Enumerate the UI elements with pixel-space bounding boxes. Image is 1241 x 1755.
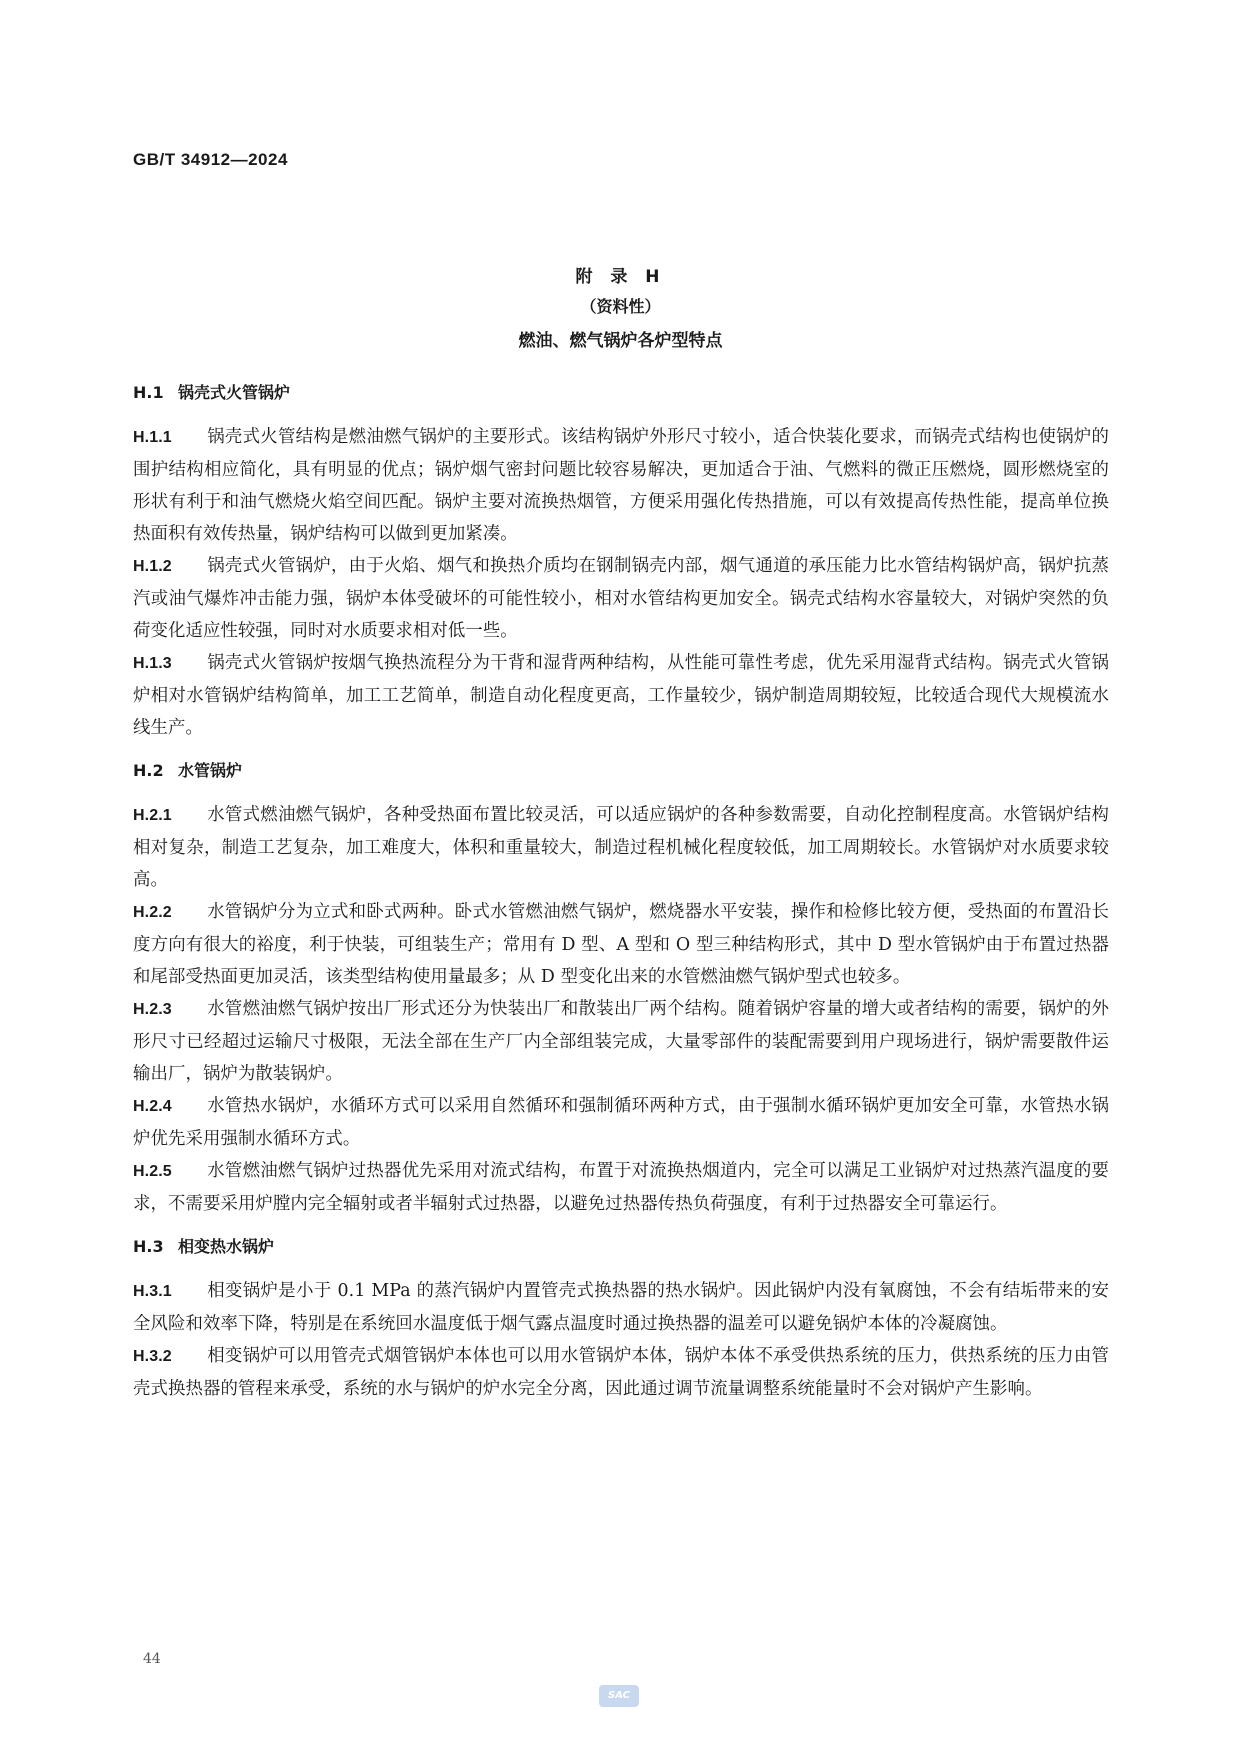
clause-number: H.2.1 bbox=[133, 807, 172, 824]
section-number: H.3 bbox=[133, 1237, 164, 1256]
clause-text: 水管式燃油燃气锅炉，各种受热面布置比较灵活，可以适应锅炉的各种参数需要，自动化控制程度高。水管锅炉结构相对复杂，制造工艺复杂，加工难度大，体积和重量较大，制造过程机械化程度较低，加工周期较长。水管锅炉对水质要求较高。 bbox=[133, 805, 1109, 890]
section-title: 相变热水锅炉 bbox=[178, 1237, 275, 1256]
section-number: H.1 bbox=[133, 383, 164, 402]
clause-number: H.1.1 bbox=[133, 429, 172, 446]
section-heading bbox=[133, 1236, 1109, 1258]
clause bbox=[133, 421, 1109, 550]
document-body bbox=[133, 382, 1109, 1405]
clause-number: H.1.2 bbox=[133, 558, 172, 575]
section-heading bbox=[133, 760, 1109, 782]
clause-text: 锅壳式火管结构是燃油燃气锅炉的主要形式。该结构锅炉外形尺寸较小，适合快装化要求，而锅壳式结构也使锅炉的围护结构相应简化，具有明显的优点；锅炉烟气密封问题比较容易解决，更加适合于油、气燃料的微正压燃烧，圆形燃烧室的形状有利于和油气燃烧火焰空间匹配。锅炉主要对流换热烟管，方便采用强化传热措施，可以有效提高传热性能，提高单位换热面积有效传热量，锅炉结构可以做到更加紧凑。 bbox=[133, 427, 1109, 544]
clause bbox=[133, 550, 1109, 647]
clause-number: H.2.3 bbox=[133, 1001, 172, 1018]
clause-text: 相变锅炉可以用管壳式烟管锅炉本体也可以用水管锅炉本体，锅炉本体不承受供热系统的压力，供热系统的压力由管壳式换热器的管程来承受，系统的水与锅炉的炉水完全分离，因此通过调节流量调整系统能量时不会对锅炉产生影响。 bbox=[133, 1346, 1109, 1399]
appendix-type: （资料性） bbox=[580, 297, 661, 316]
clause-number: H.2.5 bbox=[133, 1163, 172, 1180]
clause-text: 水管燃油燃气锅炉按出厂形式还分为快装出厂和散装出厂两个结构。随着锅炉容量的增大或者结构的需要，锅炉的外形尺寸已经超过运输尺寸极限，无法全部在生产厂内全部组装完成，大量零部件的装配需要到用户现场进行，锅炉需要散件运输出厂，锅炉为散装锅炉。 bbox=[133, 999, 1109, 1084]
clause bbox=[133, 1090, 1109, 1155]
clause-text: 相变锅炉是小于 0.1 MPa 的蒸汽锅炉内置管壳式换热器的热水锅炉。因此锅炉内没有氧腐蚀，不会有结垢带来的安全风险和效率下降，特别是在系统回水温度低于烟气露点温度时通过换热器的温差可以避免锅炉本体的冷凝腐蚀。 bbox=[133, 1281, 1109, 1334]
clause-text: 锅壳式火管锅炉按烟气换热流程分为干背和湿背两种结构，从性能可靠性考虑，优先采用湿背式结构。锅壳式火管锅炉相对水管锅炉结构简单，加工工艺简单，制造自动化程度更高，工作量较少，锅炉制造周期较短，比较适合现代大规模流水线生产。 bbox=[133, 653, 1109, 738]
page-number: 44 bbox=[143, 1651, 161, 1667]
clause-text: 水管燃油燃气锅炉过热器优先采用对流式结构，布置于对流换热烟道内，完全可以满足工业锅炉对过热蒸汽温度的要求，不需要采用炉膛内完全辐射或者半辐射式过热器，以避免过热器传热负荷强度，有利于过热器安全可靠运行。 bbox=[133, 1161, 1109, 1214]
clause-number: H.2.2 bbox=[133, 904, 172, 921]
clause-number: H.2.4 bbox=[133, 1098, 172, 1115]
clause bbox=[133, 1340, 1109, 1405]
clause bbox=[133, 647, 1109, 744]
document-code: GB/T 34912—2024 bbox=[133, 150, 288, 169]
clause-text: 锅壳式火管锅炉，由于火焰、烟气和换热介质均在钢制锅壳内部，烟气通道的承压能力比水管结构锅炉高，锅炉抗蒸汽或油气爆炸冲击能力强，锅炉本体受破坏的可能性较小，相对水管结构更加安全。锅壳式结构水容量较大，对锅炉突然的负荷变化适应性较强，同时对水质要求相对低一些。 bbox=[133, 556, 1109, 641]
watermark-logo: SAC bbox=[599, 1685, 639, 1707]
clause bbox=[133, 799, 1109, 896]
appendix-subtitle: 燃油、燃气锅炉各炉型特点 bbox=[518, 331, 723, 351]
section-number: H.2 bbox=[133, 761, 164, 780]
section-title: 锅壳式火管锅炉 bbox=[178, 383, 291, 402]
clause-number: H.3.2 bbox=[133, 1348, 172, 1365]
clause-number: H.3.1 bbox=[133, 1283, 172, 1300]
clause-number: H.1.3 bbox=[133, 655, 172, 672]
clause bbox=[133, 896, 1109, 993]
section-heading bbox=[133, 382, 1109, 404]
clause-text: 水管热水锅炉，水循环方式可以采用自然循环和强制循环两种方式，由于强制水循环锅炉更加安全可靠，水管热水锅炉优先采用强制水循环方式。 bbox=[133, 1096, 1109, 1149]
clause bbox=[133, 1155, 1109, 1220]
section-title: 水管锅炉 bbox=[178, 761, 243, 780]
appendix-title: 附 录 H bbox=[575, 267, 666, 287]
clause bbox=[133, 993, 1109, 1090]
clause bbox=[133, 1275, 1109, 1340]
clause-text: 水管锅炉分为立式和卧式两种。卧式水管燃油燃气锅炉，燃烧器水平安装，操作和检修比较方便，受热面的布置沿长度方向有很大的裕度，利于快装，可组装生产；常用有 D 型、A 型和 O 型三种结构形式，其中 D 型水管锅炉由于布置过热器和尾部受热面更加灵活，该类型结构使用量最多；从 D 型变化出来的水管燃油燃气锅炉型式也较多。 bbox=[133, 902, 1109, 987]
